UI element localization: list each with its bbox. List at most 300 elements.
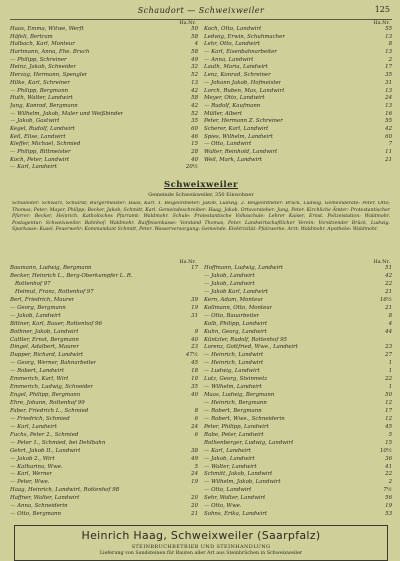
directory-entry	[204, 305, 392, 313]
entry-house-number: 22	[385, 376, 392, 383]
directory-entry	[10, 456, 198, 464]
entry-name: — Karl, Landwirt	[204, 447, 251, 454]
entry-house-number: 5	[388, 431, 392, 438]
directory-entry	[204, 464, 392, 472]
entry-house-number: 10	[191, 376, 198, 383]
directory-entry	[204, 34, 392, 42]
entry-name: Schmitt, Jakob, Landwirt	[204, 471, 273, 478]
running-head	[10, 5, 392, 20]
directory-entry	[10, 289, 198, 297]
entry-house-number: 1	[388, 368, 392, 375]
entry-house-number: 51	[385, 265, 392, 272]
entry-name: Rabe, Peter, Landwirt	[204, 431, 264, 438]
lower-left-column	[10, 259, 198, 519]
directory-entry	[10, 511, 198, 519]
entry-name: — Otto, Wwe.	[204, 503, 242, 510]
directory-entry	[204, 321, 392, 329]
entry-name: Kern, Adam, Monteur	[204, 296, 264, 303]
advertisement-details: Lieferung von Sandsteinen für Bauten aller Art aus Steinbrüchen in Schweixweiler	[99, 551, 303, 557]
entry-house-number: 47½	[185, 352, 198, 359]
entry-house-number: 55	[385, 26, 392, 32]
column-header: Ha.Nr.	[179, 20, 196, 26]
upper-right-column	[204, 20, 392, 172]
directory-entry	[10, 103, 198, 111]
directory-entry	[204, 408, 392, 416]
directory-entry	[204, 456, 392, 464]
entry-name: — Wilhelm, Landwirt	[204, 384, 262, 391]
directory-entry	[204, 265, 392, 273]
entry-house-number: 40	[191, 392, 198, 399]
entry-house-number: 16	[385, 110, 392, 117]
entry-name: — Friedrich, Schmied	[10, 415, 70, 422]
directory-entry	[10, 464, 198, 472]
directory-entry	[204, 471, 392, 479]
entry-name: Häfeli, Bertram	[10, 33, 53, 40]
entry-name: — Robert, Bergmann	[204, 407, 262, 414]
upper-directory	[10, 20, 392, 172]
entry-name: Rottenhof 97	[15, 280, 51, 287]
entry-name: Emmerich, Karl, Wirt	[10, 376, 69, 383]
directory-entry	[10, 281, 198, 289]
entry-name: Spies, Wilhelm, Landwirt	[204, 133, 273, 140]
entry-name: Rothenberger, Ludwig, Landwirt	[204, 439, 294, 446]
entry-name: Peter, Hermann Z. Schreiner	[204, 118, 283, 125]
entry-house-number: 7	[388, 141, 392, 148]
entry-house-number: 58	[191, 49, 198, 56]
directory-entry	[10, 118, 198, 126]
entry-name: — Katharina, Wwe.	[10, 463, 63, 470]
entry-list	[10, 26, 198, 172]
entry-house-number: 58	[191, 33, 198, 40]
directory-entry	[204, 41, 392, 49]
directory-entry	[10, 149, 198, 157]
directory-entry	[10, 265, 198, 273]
entry-house-number: 35	[191, 384, 198, 391]
entry-name: — Heinrich, Landwirt	[204, 360, 264, 367]
entry-house-number: 13	[385, 102, 392, 109]
directory-entry	[10, 164, 198, 172]
directory-entry	[204, 479, 392, 487]
entry-name: Hartmann, Anna, Ehe. Bruch	[10, 49, 90, 56]
directory-entry	[204, 503, 392, 511]
directory-entry	[204, 49, 392, 57]
entry-house-number: 20	[191, 503, 198, 510]
entry-list	[10, 265, 198, 519]
entry-name: Bittner, Karl, Bauer, Rottenhof 96	[10, 320, 102, 327]
entry-house-number: 23	[385, 344, 392, 351]
entry-house-number: 28	[191, 149, 198, 155]
entry-name: — Rudolf, Kaufmann	[204, 102, 261, 109]
directory-entry	[10, 495, 198, 503]
directory-entry	[10, 157, 198, 165]
entry-name: Peter, Philipp, Landwirt	[204, 423, 269, 430]
directory-entry	[10, 305, 198, 313]
entry-name: Lehr, Otto, Landwirt	[204, 41, 260, 48]
entry-house-number: 12	[385, 400, 392, 406]
directory-entry	[10, 313, 198, 321]
directory-entry	[10, 141, 198, 149]
entry-name: Sehr, Walter, Landwirt	[204, 495, 266, 502]
directory-entry	[204, 88, 392, 96]
entry-name: — Philipp, Schreiner	[10, 56, 67, 63]
entry-name: — Wilhelm, Jakob, Landwirt	[204, 479, 281, 486]
directory-entry	[10, 384, 198, 392]
entry-house-number: 42	[385, 273, 392, 279]
entry-house-number: 52	[191, 110, 198, 117]
directory-entry	[10, 337, 198, 345]
entry-house-number: 21	[385, 304, 392, 311]
entry-name: Jung, Konrad, Bergmann	[10, 102, 78, 109]
entry-house-number: 42	[385, 125, 392, 132]
directory-entry	[10, 471, 198, 479]
entry-name: Heinz, Jakob, Schneider	[10, 64, 76, 71]
entry-name: — Karl, Landwirt	[10, 423, 57, 430]
entry-name: Fuchs, Peter 2., Schmied	[10, 431, 79, 438]
entry-house-number: 31	[191, 312, 198, 319]
entry-house-number: 1	[388, 360, 392, 367]
entry-house-number: 24	[385, 95, 392, 102]
entry-house-number: 16½	[379, 296, 392, 303]
entry-name: — Anna, Landwirt	[204, 56, 254, 63]
entry-name: Lorch, Ruben, Max, Landwirt	[204, 87, 285, 94]
directory-entry	[204, 384, 392, 392]
directory-entry	[204, 157, 392, 165]
column-header: Ha.Nr.	[373, 20, 390, 26]
entry-name: Weil, Mark, Landwirt	[204, 156, 262, 163]
directory-entry	[204, 416, 392, 424]
entry-name: — Jakob, Landwirt	[204, 280, 255, 287]
directory-entry	[10, 416, 198, 424]
entry-house-number: 15	[385, 439, 392, 446]
directory-entry	[204, 376, 392, 384]
entry-name: Bothner, Jakob, Landwirt	[10, 328, 79, 335]
entry-name: Lauth, Maria, Landwirt	[204, 64, 268, 71]
lower-right-column	[204, 259, 392, 519]
directory-entry	[204, 392, 392, 400]
entry-house-number: 55	[385, 118, 392, 125]
directory-entry	[10, 424, 198, 432]
entry-house-number: 35	[191, 118, 198, 125]
directory-entry	[10, 487, 198, 495]
page-number: 125	[374, 5, 390, 14]
entry-name: Faber, Friedrich L., Schmied	[10, 407, 89, 414]
entry-house-number: 17	[385, 64, 392, 71]
entry-house-number: 58	[191, 95, 198, 102]
entry-house-number: 39	[191, 296, 198, 303]
entry-name: Emmerich, Ludwig, Schneider	[10, 384, 94, 391]
entry-name: — Peter 1., Schmied, bei Dehlbahn	[10, 439, 106, 446]
directory-entry	[204, 57, 392, 65]
entry-name: Berl, Friedrich, Maurer	[10, 296, 75, 303]
entry-name: Maas, Ludwig, Bergmann	[204, 392, 275, 399]
entry-house-number: 31	[385, 79, 392, 86]
entry-name: Kegel, Rudolf, Landwirt	[10, 125, 75, 132]
entry-house-number: 1	[388, 384, 392, 391]
entry-house-number: 22	[385, 471, 392, 478]
entry-house-number: 44	[385, 328, 392, 335]
entry-list	[204, 26, 392, 164]
entry-house-number: 19	[385, 503, 392, 510]
entry-name: Hilke, Karl, Schreiner	[10, 79, 70, 86]
section-title: Schweixweiler	[163, 180, 239, 191]
entry-house-number: 53	[385, 511, 392, 518]
column-header: Ha.Nr.	[373, 259, 390, 266]
entry-name: — Jakob Karl, Landwirt	[204, 288, 268, 295]
entry-name: — Anna, Schneiderin	[10, 503, 68, 510]
entry-house-number: 32	[191, 64, 198, 71]
entry-house-number: 9	[194, 328, 198, 335]
directory-entry	[204, 511, 392, 519]
entry-house-number: 46	[191, 133, 198, 140]
entry-house-number: 21	[191, 511, 198, 518]
directory-entry	[204, 26, 392, 34]
entry-name: — Wilhelm, Jakob, Maler und Weißbinder	[10, 110, 124, 117]
advertisement-box	[14, 525, 388, 561]
entry-house-number: 12	[385, 415, 392, 422]
entry-house-number: 38	[191, 447, 198, 454]
advertisement-firm: Heinrich Haag, Schweixweiler (Saarpfalz)	[81, 529, 321, 543]
entry-name: — Karl, Werner	[10, 471, 53, 478]
entry-house-number: 24	[191, 423, 198, 430]
entry-name: — Georg, Werner, Bahnarbeiter	[10, 360, 97, 367]
entry-name: Kolb, Philipp, Landwirt	[204, 320, 268, 327]
directory-entry	[10, 57, 198, 65]
entry-name: Haas, Emma, Witwe, Werft	[10, 26, 84, 32]
lower-directory	[10, 259, 392, 519]
entry-name: Küntzler, Rudolf, Rottenhof 95	[204, 336, 287, 343]
entry-house-number: 5	[194, 463, 198, 470]
entry-name: Ledwig, Erwin, Schuhmacher	[204, 33, 285, 40]
entry-name: Sohns, Erika, Landwirt	[204, 511, 268, 518]
directory-entry	[10, 34, 198, 42]
entry-house-number: 8	[194, 407, 198, 414]
directory-entry	[10, 344, 198, 352]
entry-name: Hoffmann, Ludwig, Landwirt	[204, 265, 283, 272]
entry-name: Becker, Heinrich L., Berg-Oberkumpfer L. R.	[10, 273, 133, 279]
entry-house-number: 45	[385, 423, 392, 430]
entry-house-number: 36	[385, 455, 392, 462]
entry-name: Haag, Heinrich, Landwirt, Rottenhof 98	[10, 487, 120, 494]
directory-entry	[204, 118, 392, 126]
entry-name: — Otto, Landwirt	[204, 487, 252, 494]
directory-entry	[10, 503, 198, 511]
directory-entry	[204, 440, 392, 448]
entry-house-number: 19	[191, 304, 198, 311]
directory-entry	[204, 352, 392, 360]
directory-entry	[10, 352, 198, 360]
directory-entry	[204, 141, 392, 149]
entry-house-number: 40	[191, 156, 198, 163]
directory-entry	[10, 41, 198, 49]
directory-entry	[204, 80, 392, 88]
entry-house-number: 13	[385, 87, 392, 94]
column-header: Ha.Nr.	[179, 259, 196, 266]
directory-entry	[10, 360, 198, 368]
entry-name: — Jakob, Landwirt	[10, 312, 61, 319]
directory-entry	[204, 64, 392, 72]
directory-entry	[10, 111, 198, 119]
entry-name: Haffner, Walter, Landwirt	[10, 495, 80, 502]
entry-name: Keil, Elise, Landwirt	[10, 133, 66, 140]
entry-name: — Otto, Bauarbeiter	[204, 312, 260, 319]
directory-entry	[204, 126, 392, 134]
directory-entry	[204, 337, 392, 345]
entry-house-number: 4	[388, 320, 392, 327]
directory-entry	[10, 134, 198, 142]
authorities-paragraph: Schulleiter: Schwarz, Schulrat; Bürgermeister: Haas, Karl. 1. Beigeordneter: Jakob, Ludwig. 2. Beigeordneter: Brück, Ludwig. Gemeinderäte: Peter, Otto; Thomas, Peter; Mayer, Philipp; Becker, Jakob; Schmitt, Karl. Gemeindeschreiber: Haag, Jakob. Ortsvorsteher: Jung, Peter. Kirchliche Ämter: Protestantischer Pfarrer: Becker, Heinrich. Katholisches Pfarramt: Waldmohr. Schule: Protestantische Volksschule: Lehrer Kaiser, Ernst. Polizeistation: Waldmohr. Postagentur: Schweixweiler. Bahnhof: Waldmohr. Raiffeisenkasse: Vorstand Thomas, Peter. Landwirtschaftlicher Verein: Vorsitzender Brück, Ludwig. Sparkasse: Kusel. Feuerwehr: Kommandant Schmitt, Peter. Wasserversorgung: Gemeinde. Elektrizität: Pfalzwerke. Arzt: Waldmohr. Apotheke: Waldmohr.	[12, 201, 390, 233]
entry-name: Müller, Albert	[204, 110, 243, 117]
directory-entry	[204, 368, 392, 376]
directory-entry	[204, 289, 392, 297]
running-head-title: Schaudort — Schweixweiler	[137, 6, 265, 15]
directory-entry	[10, 26, 198, 34]
directory-entry	[10, 376, 198, 384]
entry-house-number: 41	[385, 463, 392, 470]
directory-entry	[10, 400, 198, 408]
directory-entry	[10, 88, 198, 96]
entry-house-number: 21	[385, 156, 392, 163]
entry-house-number: 10½	[379, 447, 392, 454]
entry-house-number: 4	[194, 41, 198, 48]
entry-house-number: 45	[191, 360, 198, 367]
entry-name: — Karl, Landwirt	[10, 164, 57, 171]
entry-name: Dupper, Richard, Landwirt	[10, 352, 84, 359]
entry-name: — Jakob, Gastwirt	[10, 118, 60, 125]
directory-entry	[204, 103, 392, 111]
entry-house-number: 20	[191, 495, 198, 502]
entry-house-number: 13	[191, 79, 198, 86]
directory-entry	[10, 408, 198, 416]
directory-entry	[10, 95, 198, 103]
directory-entry	[204, 281, 392, 289]
directory-entry	[204, 487, 392, 495]
entry-name: Ehre, Johann, Rottenhof 99	[10, 400, 85, 406]
entry-name: Dingel, Adalbert, Maurer	[10, 344, 79, 351]
entry-name: — Georg, Bergmann	[10, 304, 66, 311]
municipality-info: Gemeinde Schweixweiler, 350 Einwohner	[148, 192, 254, 199]
entry-house-number: 8	[388, 41, 392, 48]
entry-name: Baumann, Ludwig, Bergmann	[10, 265, 92, 272]
advertisement-tagline: STEINBRUCHBETRIEB UND STEINHANDLUNG	[131, 544, 271, 551]
directory-entry	[204, 448, 392, 456]
directory-entry	[204, 95, 392, 103]
directory-entry	[10, 479, 198, 487]
entry-name: Lorenz, Gottfried, Wwe., Landwirt	[204, 344, 298, 351]
directory-entry	[204, 360, 392, 368]
entry-house-number: 17	[385, 407, 392, 414]
entry-name: — Robert, Wwe., Schneiderin	[204, 415, 285, 422]
directory-entry	[204, 495, 392, 503]
entry-house-number: 49	[191, 56, 198, 63]
entry-house-number: 22	[385, 280, 392, 287]
entry-house-number: 6	[194, 431, 198, 438]
entry-name: — Karl, Eisenbahnarbeiter	[204, 49, 277, 56]
entry-house-number: 13	[385, 49, 392, 56]
entry-name: Gehrt, Jakob II., Landwirt	[10, 447, 81, 454]
entry-house-number: 35	[385, 72, 392, 79]
directory-entry	[10, 321, 198, 329]
entry-name: Kuhn, Georg, Landwirt	[204, 328, 267, 335]
directory-entry	[10, 64, 198, 72]
entry-name: — Heinrich, Bergmann	[204, 400, 267, 406]
directory-entry	[10, 440, 198, 448]
directory-entry	[204, 344, 392, 352]
entry-name: Herzog, Hermann, Spengler	[10, 72, 88, 79]
entry-house-number: 19	[191, 479, 198, 486]
entry-name: Koch, Otto, Landwirt	[204, 26, 262, 32]
entry-name: — Philipp, Bergmann	[10, 87, 69, 94]
entry-house-number: 18	[191, 368, 198, 375]
entry-name: Scherer, Karl, Landwirt	[204, 125, 269, 132]
directory-entry	[10, 297, 198, 305]
directory-entry	[10, 273, 198, 281]
entry-name: — Jakob, Landwirt	[204, 455, 255, 462]
entry-house-number: 24	[191, 471, 198, 478]
directory-entry	[10, 80, 198, 88]
entry-house-number: 15	[191, 141, 198, 148]
directory-entry	[10, 392, 198, 400]
directory-entry	[204, 432, 392, 440]
entry-house-number: 40	[191, 336, 198, 343]
entry-name: Lutz, Georg, Steinmetz	[204, 376, 268, 383]
entry-house-number: 23	[191, 344, 198, 351]
entry-name: Lenz, Konrad, Schreiner	[204, 72, 271, 79]
entry-house-number: 20½	[185, 164, 198, 171]
entry-name: Kieffer, Michael, Schmied	[10, 141, 81, 148]
entry-house-number: 50	[191, 26, 198, 32]
entry-house-number: 27	[385, 352, 392, 359]
directory-entry	[10, 329, 198, 337]
entry-name: — Heinrich, Landwirt	[204, 352, 264, 359]
entry-name: — Walter, Landwirt	[204, 463, 257, 470]
entry-name: — Jakob, Landwirt	[204, 273, 255, 279]
directory-entry	[10, 49, 198, 57]
directory-entry	[10, 72, 198, 80]
entry-house-number: 56	[385, 495, 392, 502]
directory-entry	[10, 126, 198, 134]
entry-house-number: 50	[385, 392, 392, 399]
entry-list	[204, 265, 392, 519]
entry-name: Koch, Peter, Landwirt	[10, 156, 70, 163]
entry-name: Halbach, Karl, Monteur	[10, 41, 75, 48]
directory-entry	[204, 329, 392, 337]
entry-name: — Ludwig, Landwirt	[204, 368, 260, 375]
entry-name: Meyer, Otto, Landwirt	[204, 95, 265, 102]
directory-entry	[10, 432, 198, 440]
entry-name: Huth, Walter, Landwirt	[10, 95, 73, 102]
entry-name: Cattler, Ernst, Bergmann	[10, 336, 79, 343]
entry-name: — Otto, Landwirt	[204, 141, 252, 148]
entry-name: — Robert, Landwirt	[10, 368, 65, 375]
entry-house-number: 7½	[383, 487, 392, 494]
directory-entry	[204, 297, 392, 305]
directory-entry	[204, 111, 392, 119]
entry-name: — Peter, Wwe.	[10, 479, 50, 486]
directory-entry	[204, 149, 392, 157]
upper-left-column	[10, 20, 198, 172]
entry-house-number: 42	[191, 87, 198, 94]
entry-house-number: 2	[388, 56, 392, 63]
directory-entry	[204, 313, 392, 321]
entry-name: Kollmann, Otto, Monteur	[204, 304, 273, 311]
directory-entry	[204, 134, 392, 142]
entry-name: — Jakob 2., Wirt	[10, 455, 55, 462]
entry-name: Engel, Philipp, Bergmann	[10, 392, 81, 399]
directory-entry	[10, 368, 198, 376]
entry-name: Walter, Reinhold, Landwirt	[204, 149, 278, 155]
directory-entry	[204, 400, 392, 408]
entry-house-number: 60	[191, 125, 198, 132]
